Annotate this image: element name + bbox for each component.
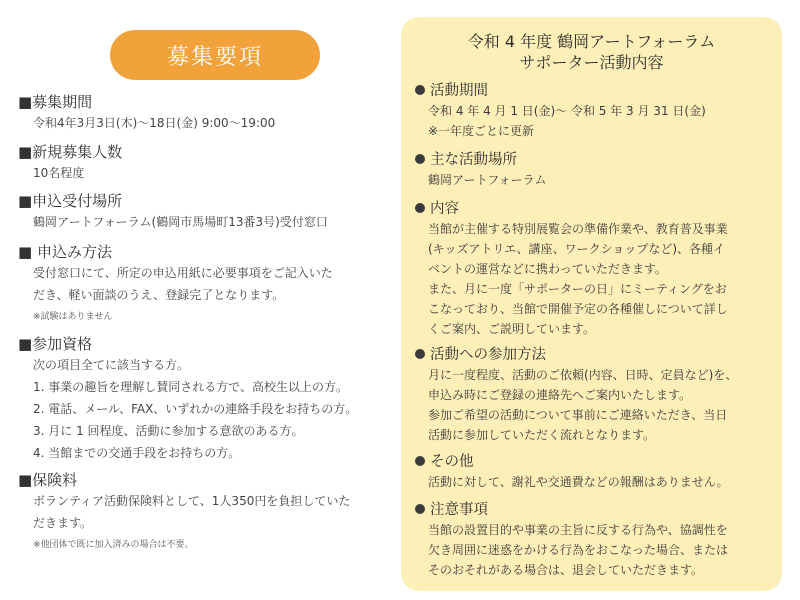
eligibility-heading: ■参加資格 bbox=[18, 335, 93, 353]
panel-title: 令和 4 年度 鶴岡アートフォーラム サポーター活動内容 bbox=[467, 32, 716, 72]
recruit-count-section bbox=[18, 142, 390, 184]
notes-section bbox=[415, 500, 775, 580]
insurance-section bbox=[18, 470, 390, 553]
participation-heading: 活動への参加方法 bbox=[430, 347, 546, 363]
list-item: 1. 事業の趣旨を理解し賛同される方で、高校生以上の方。 bbox=[33, 380, 349, 394]
insurance-note: ※他団体で既に加入済みの場合は不要。 bbox=[33, 540, 194, 550]
activity-place-heading: 主な活動場所 bbox=[430, 152, 517, 168]
recruit-count-heading: ■新規募集人数 bbox=[18, 143, 123, 161]
reception-place-text: 鶴岡アートフォーラム(鶴岡市馬場町13番3号)受付窓口 bbox=[33, 215, 328, 229]
reception-place-section bbox=[18, 191, 390, 233]
notes-text: 当館の設置目的や事業の主旨に反する行為や、協調性を 欠き周囲に迷惑をかける行為をおこなった場合、または そのおそれがある場合は、退会していただきます。 bbox=[428, 523, 729, 577]
content-section bbox=[415, 199, 775, 339]
bullet-icon bbox=[415, 504, 425, 514]
period-text: 令和4年3月3日(木)〜18日(金) 9:00〜19:00 bbox=[33, 116, 276, 130]
activity-place-section bbox=[415, 150, 775, 190]
how-to-apply-note: ※試験はありません bbox=[33, 312, 113, 322]
eligibility-intro: 次の項目全てに該当する方。 bbox=[33, 358, 190, 372]
activity-place-text: 鶴岡アートフォーラム bbox=[428, 173, 547, 187]
bullet-icon bbox=[415, 349, 425, 359]
eligibility-section bbox=[18, 334, 390, 464]
period-heading: ■募集期間 bbox=[18, 93, 93, 111]
activity-details-panel bbox=[401, 17, 782, 591]
reception-place-heading: ■申込受付場所 bbox=[18, 192, 123, 210]
content-text: 当館が主催する特別展覧会の準備作業や、教育普及事業 (キッズアトリエ、講座、ワークショップなど)、各種イ ベントの運営などに携わっていただきます。 また、月に一度「サポーターの日」にミーティングをお こなっており、当館で開催予定の各種催しについて詳し くご案内、ご説明しています。 bbox=[428, 222, 728, 336]
list-item: 2. 電話、メール、FAX、いずれかの連絡手段をお持ちの方。 bbox=[33, 402, 358, 416]
participation-text: 月に一度程度、活動のご依頼(内容、日時、定員など)を、 申込み時にご登録の連絡先へご案内いたします。 参加ご希望の活動について事前にご連絡いただき、当日 活動に参加していただく流れとなります。 bbox=[428, 368, 738, 442]
insurance-text: ボランティア活動保険料として、1人350円を負担していた だきます。 bbox=[33, 494, 351, 530]
other-section bbox=[415, 452, 775, 492]
activity-period-heading: 活動期間 bbox=[430, 83, 488, 99]
list-item: 4. 当館までの交通手段をお持ちの方。 bbox=[33, 446, 241, 460]
how-to-apply-text: 受付窓口にて、所定の申込用紙に必要事項をご記入いた だき、軽い面談のうえ、登録完了となります。 bbox=[33, 266, 333, 302]
activity-period-text: 令和 4 年 4 月 1 日(金)〜 令和 5 年 3 月 31 日(金) ※一年度ごとに更新 bbox=[428, 104, 706, 138]
bullet-icon bbox=[415, 203, 425, 213]
period-section bbox=[18, 92, 390, 134]
how-to-apply-section bbox=[18, 242, 390, 325]
other-heading: その他 bbox=[430, 454, 474, 470]
recruit-count-text: 10名程度 bbox=[33, 166, 85, 180]
content-heading: 内容 bbox=[430, 201, 459, 217]
activity-period-section bbox=[415, 81, 775, 141]
list-item: 3. 月に 1 回程度、活動に参加する意欲のある方。 bbox=[33, 424, 304, 438]
eligibility-list bbox=[33, 354, 390, 464]
participation-section bbox=[415, 345, 775, 445]
insurance-heading: ■保険料 bbox=[18, 471, 78, 489]
other-text: 活動に対して、謝礼や交通費などの報酬はありません。 bbox=[428, 475, 729, 489]
bullet-icon bbox=[415, 154, 425, 164]
bullet-icon bbox=[415, 85, 425, 95]
notes-heading: 注意事項 bbox=[430, 502, 488, 518]
bullet-icon bbox=[415, 456, 425, 466]
section-title-badge: 募集要項 bbox=[110, 30, 320, 80]
how-to-apply-heading: ■ 申込み方法 bbox=[18, 243, 112, 261]
